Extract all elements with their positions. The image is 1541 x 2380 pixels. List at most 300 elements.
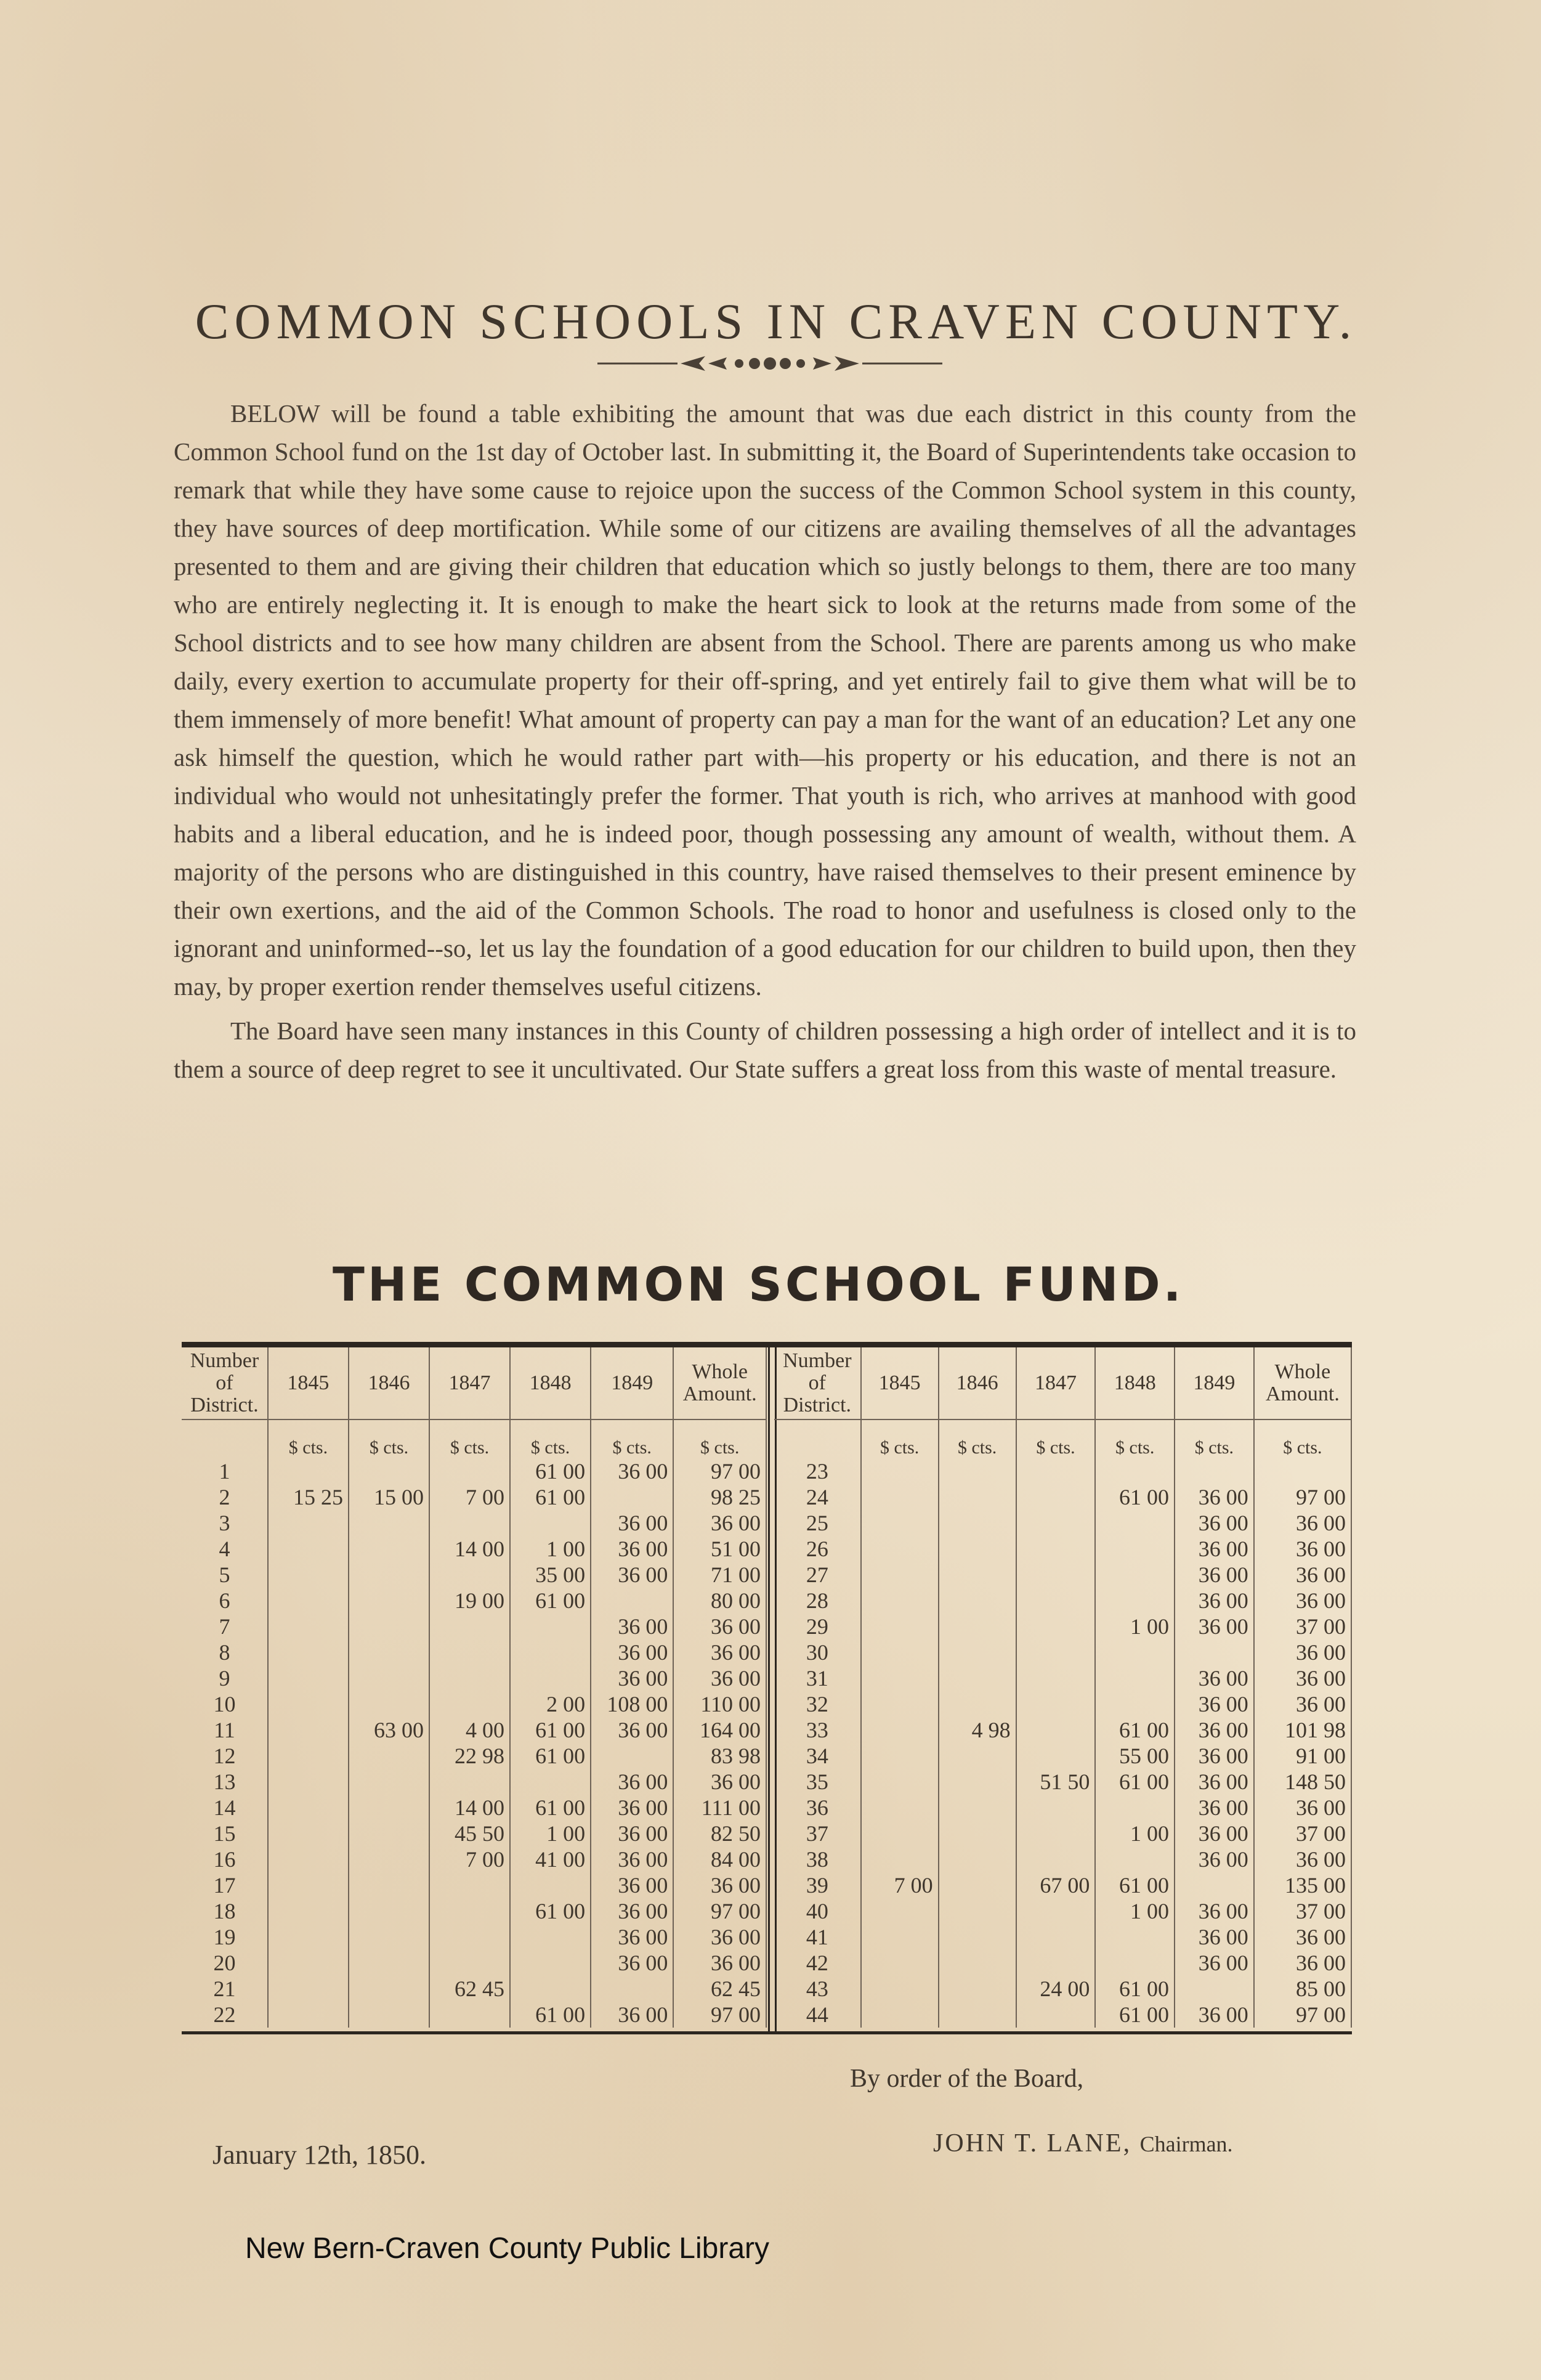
- unit-cell: [182, 1419, 268, 1458]
- amount-cell: 67 00: [1016, 1872, 1096, 1898]
- amount-cell: [1016, 1562, 1096, 1588]
- amount-cell: 61 00: [1095, 1717, 1175, 1743]
- amount-cell: [1016, 1795, 1096, 1821]
- unit-cell: $ cts.: [1175, 1419, 1254, 1458]
- amount-cell: [349, 1691, 429, 1717]
- table-row: [774, 1588, 1351, 1614]
- amount-cell: [861, 2002, 939, 2028]
- amount-cell: [1095, 1846, 1175, 1872]
- district-number-cell: 13: [182, 1769, 268, 1795]
- amount-cell: [268, 1846, 349, 1872]
- amount-cell: [1016, 1743, 1096, 1769]
- amount-cell: 1 00: [1095, 1898, 1175, 1924]
- amount-cell: 36 00: [591, 1562, 673, 1588]
- table-row: [774, 1976, 1351, 2002]
- amount-cell: 36 00: [591, 1872, 673, 1898]
- table-header-row: [774, 1347, 1351, 1419]
- district-number-cell: 22: [182, 2002, 268, 2028]
- amount-cell: 36 00: [1175, 1743, 1254, 1769]
- table-row: [774, 1536, 1351, 1562]
- amount-cell: [268, 1562, 349, 1588]
- amount-cell: [861, 1588, 939, 1614]
- signoff-date: January 12th, 1850.: [212, 2140, 427, 2170]
- amount-cell: 61 00: [1095, 1976, 1175, 2002]
- amount-cell: [939, 1769, 1016, 1795]
- amount-cell: 41 00: [510, 1846, 591, 1872]
- amount-cell: 37 00: [1254, 1821, 1351, 1846]
- table-row: [774, 1484, 1351, 1510]
- amount-cell: [861, 1536, 939, 1562]
- amount-cell: 97 00: [1254, 1484, 1351, 1510]
- amount-cell: [268, 1458, 349, 1484]
- amount-cell: [268, 1950, 349, 1976]
- amount-cell: 24 00: [1016, 1976, 1096, 2002]
- amount-cell: 36 00: [1175, 1898, 1254, 1924]
- amount-cell: [861, 1743, 939, 1769]
- amount-cell: [349, 1536, 429, 1562]
- table-row: [182, 1924, 766, 1950]
- body-text: [174, 394, 1356, 1094]
- table-row: [774, 2002, 1351, 2028]
- amount-cell: [939, 1510, 1016, 1536]
- amount-cell: [1095, 1639, 1175, 1665]
- district-number-cell: 39: [774, 1872, 861, 1898]
- amount-cell: [861, 1458, 939, 1484]
- amount-cell: [349, 1665, 429, 1691]
- amount-cell: 83 98: [673, 1743, 766, 1769]
- unit-cell: $ cts.: [429, 1419, 510, 1458]
- amount-cell: [349, 1614, 429, 1639]
- table-row: [182, 1950, 766, 1976]
- amount-cell: 22 98: [429, 1743, 510, 1769]
- col-header-1848: 1848: [1095, 1347, 1175, 1419]
- amount-cell: 36 00: [591, 1665, 673, 1691]
- chairman-name: JOHN T. LANE,: [933, 2129, 1132, 2158]
- amount-cell: [1254, 1458, 1351, 1484]
- amount-cell: [349, 1743, 429, 1769]
- amount-cell: [861, 1976, 939, 2002]
- amount-cell: 36 00: [1175, 1614, 1254, 1639]
- amount-cell: [268, 1872, 349, 1898]
- amount-cell: [861, 1846, 939, 1872]
- amount-cell: 110 00: [673, 1691, 766, 1717]
- amount-cell: 164 00: [673, 1717, 766, 1743]
- amount-cell: 36 00: [673, 1872, 766, 1898]
- amount-cell: [429, 1769, 510, 1795]
- table-row: [182, 1510, 766, 1536]
- amount-cell: 51 00: [673, 1536, 766, 1562]
- amount-cell: [1016, 1924, 1096, 1950]
- amount-cell: [268, 1795, 349, 1821]
- district-number-cell: 19: [182, 1924, 268, 1950]
- amount-cell: 15 00: [349, 1484, 429, 1510]
- amount-cell: [349, 1639, 429, 1665]
- amount-cell: 1 00: [510, 1536, 591, 1562]
- amount-cell: [591, 1976, 673, 2002]
- fund-table-right: [774, 1347, 1352, 2028]
- amount-cell: [268, 1924, 349, 1950]
- amount-cell: [861, 1639, 939, 1665]
- amount-cell: 36 00: [591, 1639, 673, 1665]
- district-number-cell: 16: [182, 1846, 268, 1872]
- unit-cell: $ cts.: [1095, 1419, 1175, 1458]
- amount-cell: 7 00: [429, 1484, 510, 1510]
- amount-cell: [268, 1510, 349, 1536]
- table-row: [182, 1691, 766, 1717]
- chairman-signature: [933, 2129, 1233, 2158]
- amount-cell: [1016, 1484, 1096, 1510]
- amount-cell: [1016, 1691, 1096, 1717]
- amount-cell: [349, 1924, 429, 1950]
- amount-cell: 51 50: [1016, 1769, 1096, 1795]
- table-header-row: [182, 1347, 766, 1419]
- ornament-divider: [597, 351, 942, 376]
- col-header-1846: 1846: [939, 1347, 1016, 1419]
- amount-cell: [268, 1717, 349, 1743]
- table-row: [182, 1976, 766, 2002]
- amount-cell: [939, 1614, 1016, 1639]
- amount-cell: [349, 1795, 429, 1821]
- amount-cell: [510, 1976, 591, 2002]
- col-header-district: Number of District.: [182, 1347, 268, 1419]
- district-number-cell: 12: [182, 1743, 268, 1769]
- table-row: [182, 1665, 766, 1691]
- district-number-cell: 35: [774, 1769, 861, 1795]
- amount-cell: [268, 1639, 349, 1665]
- table-row: [182, 1769, 766, 1795]
- col-header-1845: 1845: [268, 1347, 349, 1419]
- amount-cell: [510, 1665, 591, 1691]
- amount-cell: 36 00: [1254, 1846, 1351, 1872]
- amount-cell: 36 00: [1175, 1924, 1254, 1950]
- amount-cell: 61 00: [1095, 1872, 1175, 1898]
- district-number-cell: 21: [182, 1976, 268, 2002]
- table-row: [774, 1665, 1351, 1691]
- amount-cell: [349, 1562, 429, 1588]
- amount-cell: [429, 1924, 510, 1950]
- fund-table-left: [182, 1347, 767, 2028]
- amount-cell: 36 00: [1175, 1588, 1254, 1614]
- district-number-cell: 31: [774, 1665, 861, 1691]
- amount-cell: [861, 1821, 939, 1846]
- amount-cell: [1016, 1458, 1096, 1484]
- amount-cell: 36 00: [1254, 1924, 1351, 1950]
- amount-cell: [861, 1510, 939, 1536]
- district-number-cell: 26: [774, 1536, 861, 1562]
- amount-cell: 1 00: [1095, 1821, 1175, 1846]
- amount-cell: [1175, 1872, 1254, 1898]
- amount-cell: [939, 1484, 1016, 1510]
- district-number-cell: 7: [182, 1614, 268, 1639]
- amount-cell: [510, 1639, 591, 1665]
- district-number-cell: 44: [774, 2002, 861, 2028]
- second-paragraph: The Board have seen many instances in this County of children possessing a high order of intellect and it is to them a source of deep regret to see it uncultivated. Our State suffers a great loss from this waste of mental treasure.: [174, 1017, 1356, 1083]
- amount-cell: 61 00: [510, 1484, 591, 1510]
- amount-cell: [1095, 1510, 1175, 1536]
- district-number-cell: 27: [774, 1562, 861, 1588]
- district-number-cell: 23: [774, 1458, 861, 1484]
- amount-cell: 36 00: [1175, 1691, 1254, 1717]
- amount-cell: [510, 1510, 591, 1536]
- amount-cell: [1016, 1536, 1096, 1562]
- amount-cell: 135 00: [1254, 1872, 1351, 1898]
- amount-cell: [268, 1588, 349, 1614]
- district-number-cell: 33: [774, 1717, 861, 1743]
- table-row: [774, 1898, 1351, 1924]
- amount-cell: [349, 1510, 429, 1536]
- fund-title: THE COMMON SCHOOL FUND.: [333, 1257, 1184, 1312]
- amount-cell: 36 00: [1175, 1665, 1254, 1691]
- amount-cell: 36 00: [591, 2002, 673, 2028]
- amount-cell: [1095, 1536, 1175, 1562]
- amount-cell: [939, 1976, 1016, 2002]
- amount-cell: 45 50: [429, 1821, 510, 1846]
- amount-cell: [861, 1924, 939, 1950]
- table-row: [774, 1872, 1351, 1898]
- table-row: [182, 1717, 766, 1743]
- table-row: [182, 1484, 766, 1510]
- amount-cell: [1175, 1639, 1254, 1665]
- amount-cell: 36 00: [1175, 1795, 1254, 1821]
- amount-cell: 1 00: [1095, 1614, 1175, 1639]
- amount-cell: 36 00: [591, 1924, 673, 1950]
- district-number-cell: 6: [182, 1588, 268, 1614]
- table-row: [774, 1846, 1351, 1872]
- amount-cell: 36 00: [1175, 1846, 1254, 1872]
- amount-cell: 36 00: [591, 1898, 673, 1924]
- unit-cell: $ cts.: [510, 1419, 591, 1458]
- amount-cell: 97 00: [673, 1458, 766, 1484]
- amount-cell: 36 00: [1254, 1691, 1351, 1717]
- amount-cell: [268, 1536, 349, 1562]
- amount-cell: 4 98: [939, 1717, 1016, 1743]
- amount-cell: 36 00: [1254, 1639, 1351, 1665]
- amount-cell: [591, 1484, 673, 1510]
- unit-cell: $ cts.: [1016, 1419, 1096, 1458]
- amount-cell: 37 00: [1254, 1898, 1351, 1924]
- chairman-title: Chairman.: [1139, 2132, 1233, 2156]
- amount-cell: 36 00: [673, 1510, 766, 1536]
- amount-cell: [1016, 1614, 1096, 1639]
- amount-cell: [349, 1950, 429, 1976]
- amount-cell: [1016, 1846, 1096, 1872]
- amount-cell: 97 00: [1254, 2002, 1351, 2028]
- district-number-cell: 15: [182, 1821, 268, 1846]
- table-row: [182, 1639, 766, 1665]
- unit-cell: $ cts.: [939, 1419, 1016, 1458]
- amount-cell: 37 00: [1254, 1614, 1351, 1639]
- table-row: [182, 1821, 766, 1846]
- amount-cell: [939, 1458, 1016, 1484]
- amount-cell: [268, 2002, 349, 2028]
- unit-cell: $ cts.: [349, 1419, 429, 1458]
- district-number-cell: 28: [774, 1588, 861, 1614]
- amount-cell: 7 00: [861, 1872, 939, 1898]
- amount-cell: 61 00: [510, 1898, 591, 1924]
- amount-cell: 62 45: [429, 1976, 510, 2002]
- amount-cell: [1016, 1950, 1096, 1976]
- library-watermark: New Bern-Craven County Public Library: [245, 2232, 770, 2265]
- amount-cell: 36 00: [1254, 1950, 1351, 1976]
- amount-cell: [510, 1872, 591, 1898]
- col-header-1847: 1847: [1016, 1347, 1096, 1419]
- district-number-cell: 10: [182, 1691, 268, 1717]
- district-number-cell: 3: [182, 1510, 268, 1536]
- district-number-cell: 5: [182, 1562, 268, 1588]
- amount-cell: [861, 1950, 939, 1976]
- amount-cell: 36 00: [591, 1821, 673, 1846]
- amount-cell: [429, 1898, 510, 1924]
- col-header-1849: 1849: [591, 1347, 673, 1419]
- amount-cell: [349, 1898, 429, 1924]
- amount-cell: 36 00: [673, 1639, 766, 1665]
- amount-cell: [510, 1950, 591, 1976]
- amount-cell: [429, 1510, 510, 1536]
- amount-cell: [591, 1743, 673, 1769]
- amount-cell: 148 50: [1254, 1769, 1351, 1795]
- district-number-cell: 1: [182, 1458, 268, 1484]
- amount-cell: [510, 1769, 591, 1795]
- amount-cell: [1016, 1717, 1096, 1743]
- amount-cell: [510, 1924, 591, 1950]
- amount-cell: 36 00: [673, 1924, 766, 1950]
- amount-cell: 2 00: [510, 1691, 591, 1717]
- district-number-cell: 25: [774, 1510, 861, 1536]
- table-row: [182, 1795, 766, 1821]
- amount-cell: 36 00: [1175, 1510, 1254, 1536]
- amount-cell: 80 00: [673, 1588, 766, 1614]
- district-number-cell: 32: [774, 1691, 861, 1717]
- amount-cell: 82 50: [673, 1821, 766, 1846]
- amount-cell: [429, 1872, 510, 1898]
- amount-cell: [861, 1717, 939, 1743]
- district-number-cell: 38: [774, 1846, 861, 1872]
- amount-cell: [939, 1588, 1016, 1614]
- amount-cell: 36 00: [591, 1510, 673, 1536]
- amount-cell: [1016, 1588, 1096, 1614]
- district-number-cell: 11: [182, 1717, 268, 1743]
- amount-cell: [939, 1898, 1016, 1924]
- amount-cell: 1 00: [510, 1821, 591, 1846]
- units-row: [774, 1419, 1351, 1458]
- amount-cell: [349, 1769, 429, 1795]
- table-row: [182, 1614, 766, 1639]
- district-number-cell: 24: [774, 1484, 861, 1510]
- amount-cell: 36 00: [1175, 1769, 1254, 1795]
- amount-cell: 108 00: [591, 1691, 673, 1717]
- amount-cell: 71 00: [673, 1562, 766, 1588]
- amount-cell: [861, 1769, 939, 1795]
- board-order-text: By order of the Board,: [850, 2065, 1084, 2093]
- district-number-cell: 4: [182, 1536, 268, 1562]
- district-number-cell: 30: [774, 1639, 861, 1665]
- amount-cell: [1095, 1458, 1175, 1484]
- amount-cell: [1095, 1665, 1175, 1691]
- district-number-cell: 9: [182, 1665, 268, 1691]
- amount-cell: 35 00: [510, 1562, 591, 1588]
- table-row: [182, 1588, 766, 1614]
- district-number-cell: 14: [182, 1795, 268, 1821]
- district-number-cell: 20: [182, 1950, 268, 1976]
- amount-cell: [349, 1458, 429, 1484]
- amount-cell: [429, 1950, 510, 1976]
- district-number-cell: 40: [774, 1898, 861, 1924]
- amount-cell: 36 00: [591, 1795, 673, 1821]
- district-number-cell: 36: [774, 1795, 861, 1821]
- amount-cell: [939, 1562, 1016, 1588]
- amount-cell: 7 00: [429, 1846, 510, 1872]
- amount-cell: [349, 1976, 429, 2002]
- amount-cell: [861, 1562, 939, 1588]
- amount-cell: [1095, 1588, 1175, 1614]
- amount-cell: [1175, 1976, 1254, 2002]
- amount-cell: 61 00: [510, 2002, 591, 2028]
- amount-cell: [268, 1614, 349, 1639]
- amount-cell: [939, 1924, 1016, 1950]
- col-header-1849: 1849: [1175, 1347, 1254, 1419]
- table-row: [774, 1769, 1351, 1795]
- col-header-whole: Whole Amount.: [1254, 1347, 1351, 1419]
- amount-cell: [939, 1639, 1016, 1665]
- amount-cell: 61 00: [510, 1743, 591, 1769]
- amount-cell: [1095, 1924, 1175, 1950]
- amount-cell: [268, 1821, 349, 1846]
- amount-cell: [1095, 1795, 1175, 1821]
- district-number-cell: 37: [774, 1821, 861, 1846]
- table-row: [182, 1846, 766, 1872]
- amount-cell: [429, 1665, 510, 1691]
- amount-cell: 36 00: [591, 1717, 673, 1743]
- amount-cell: 36 00: [1175, 1536, 1254, 1562]
- amount-cell: [939, 1872, 1016, 1898]
- amount-cell: 14 00: [429, 1536, 510, 1562]
- table-row: [182, 1898, 766, 1924]
- amount-cell: 63 00: [349, 1717, 429, 1743]
- table-row: [774, 1795, 1351, 1821]
- amount-cell: 61 00: [510, 1588, 591, 1614]
- district-number-cell: 29: [774, 1614, 861, 1639]
- amount-cell: 36 00: [1175, 2002, 1254, 2028]
- amount-cell: 36 00: [1254, 1665, 1351, 1691]
- district-number-cell: 18: [182, 1898, 268, 1924]
- amount-cell: 36 00: [591, 1458, 673, 1484]
- table-row: [774, 1510, 1351, 1536]
- amount-cell: [861, 1691, 939, 1717]
- amount-cell: [861, 1795, 939, 1821]
- amount-cell: 15 25: [268, 1484, 349, 1510]
- amount-cell: 61 00: [1095, 1484, 1175, 1510]
- amount-cell: [349, 1588, 429, 1614]
- fund-table: [182, 1342, 1352, 2034]
- table-row: [182, 1743, 766, 1769]
- table-row: [774, 1458, 1351, 1484]
- amount-cell: [429, 1562, 510, 1588]
- amount-cell: [1016, 1639, 1096, 1665]
- district-number-cell: 2: [182, 1484, 268, 1510]
- amount-cell: [349, 1872, 429, 1898]
- amount-cell: [268, 1691, 349, 1717]
- amount-cell: [861, 1614, 939, 1639]
- col-header-1845: 1845: [861, 1347, 939, 1419]
- amount-cell: 36 00: [1254, 1510, 1351, 1536]
- amount-cell: 36 00: [1175, 1821, 1254, 1846]
- amount-cell: [268, 1976, 349, 2002]
- amount-cell: [510, 1614, 591, 1639]
- amount-cell: 36 00: [1175, 1562, 1254, 1588]
- amount-cell: 97 00: [673, 1898, 766, 1924]
- amount-cell: [429, 1458, 510, 1484]
- amount-cell: [1016, 1665, 1096, 1691]
